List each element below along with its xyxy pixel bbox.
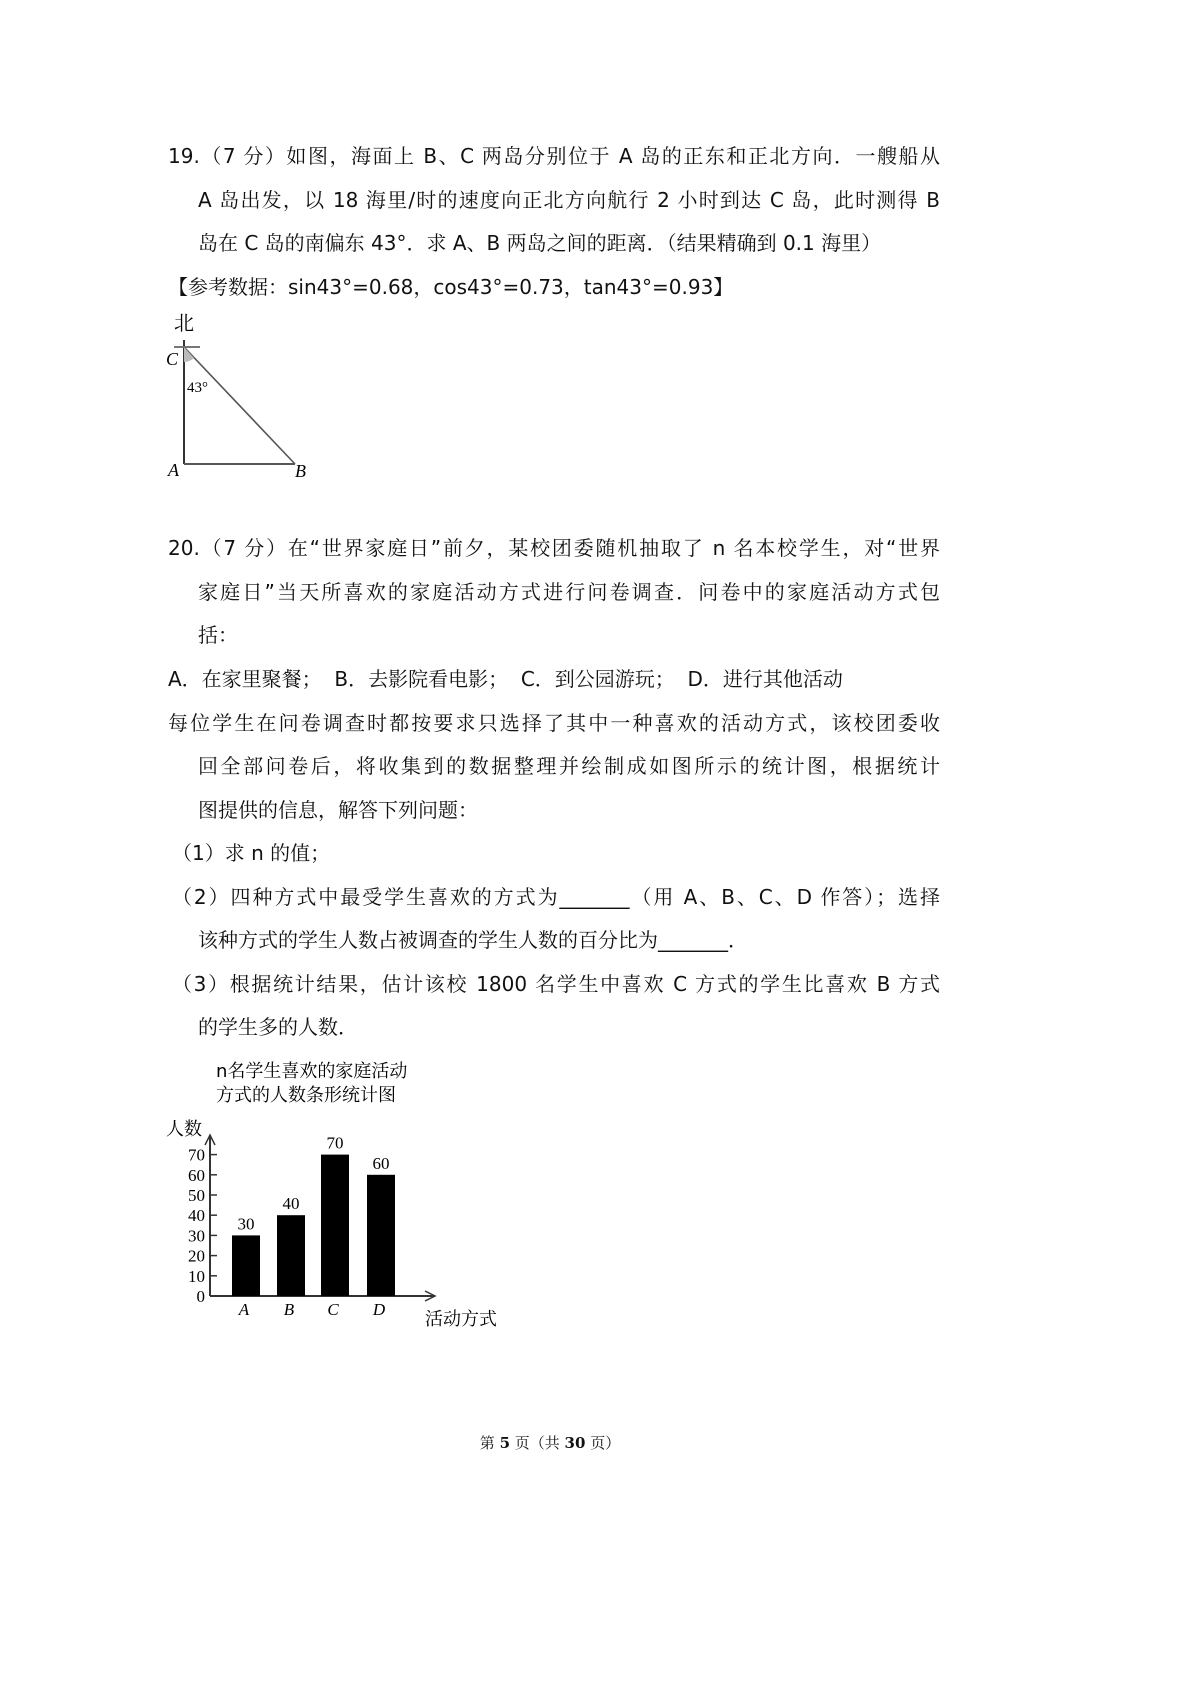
y-tick-label: 20 bbox=[188, 1246, 205, 1266]
q19-line-1: 19.（7 分）如图，海面上 B、C 两岛分别位于 A 岛的正东和正北方向．一艘船从 bbox=[168, 144, 940, 168]
bar-value-label: 40 bbox=[282, 1194, 300, 1214]
x-tick-label: D bbox=[372, 1300, 386, 1319]
q20-sub-1: （1）求 n 的值； bbox=[172, 841, 331, 865]
y-axis-label: 人数 bbox=[166, 1119, 202, 1140]
q20-line-3: 括： bbox=[198, 623, 238, 647]
y-tick-label: 10 bbox=[188, 1266, 205, 1286]
q20-line-7: 图提供的信息，解答下列问题： bbox=[198, 798, 478, 822]
footer-mid: 页（共 bbox=[510, 1434, 565, 1452]
label-c: C bbox=[166, 349, 179, 369]
q20-options: A．在家里聚餐； B．去影院看电影； C．到公园游玩； D．进行其他活动 bbox=[168, 667, 843, 691]
chart-title-line-2: 方式的人数条形统计图 bbox=[216, 1085, 396, 1106]
chart-title-line-1: n名学生喜欢的家庭活动 bbox=[216, 1061, 408, 1082]
q19-line-3: 岛在 C 岛的南偏东 43°．求 A、B 两岛之间的距离．（结果精确到 0.1 海里） bbox=[198, 231, 882, 255]
y-tick-label: 60 bbox=[188, 1165, 205, 1185]
q20-sub-2-cont: 该种方式的学生人数占被调查的学生人数的百分比为_______． bbox=[198, 928, 748, 952]
bar-B bbox=[277, 1215, 305, 1296]
angle-label: 43° bbox=[187, 380, 208, 396]
x-tick-label: B bbox=[283, 1300, 295, 1319]
x-axis-label: 活动方式 bbox=[425, 1309, 497, 1330]
bar-value-label: 30 bbox=[237, 1214, 255, 1234]
footer-pre: 第 bbox=[479, 1434, 500, 1452]
q20-line-6: 回全部问卷后，将收集到的数据整理并绘制成如图所示的统计图，根据统计 bbox=[198, 754, 940, 778]
footer-page-number: 5 bbox=[499, 1434, 510, 1452]
bar-D bbox=[367, 1175, 395, 1296]
north-label: 北 bbox=[174, 313, 194, 335]
y-tick-label: 0 bbox=[196, 1287, 205, 1306]
page-footer bbox=[0, 1432, 1100, 1453]
triangle-figure bbox=[160, 310, 320, 490]
q20-line-5: 每位学生在问卷调查时都按要求只选择了其中一种喜欢的活动方式，该校团委收 bbox=[168, 711, 940, 735]
q20-sub-2: （2）四种方式中最受学生喜欢的方式为_______（用 A、B、C、D 作答）；选择 bbox=[172, 885, 940, 909]
label-a: A bbox=[168, 460, 179, 480]
q20-line-1: 20.（7 分）在“世界家庭日”前夕，某校团委随机抽取了 n 名本校学生，对“世界 bbox=[168, 536, 940, 560]
y-tick-label: 70 bbox=[188, 1145, 205, 1165]
q20-sub-3-cont: 的学生多的人数． bbox=[198, 1015, 358, 1039]
q20-line-2: 家庭日”当天所喜欢的家庭活动方式进行问卷调查．问卷中的家庭活动方式包 bbox=[198, 580, 940, 604]
bar-value-label: 60 bbox=[372, 1153, 390, 1173]
bar-value-label: 70 bbox=[326, 1133, 344, 1153]
y-tick-label: 30 bbox=[188, 1226, 205, 1246]
x-tick-label: A bbox=[238, 1300, 250, 1319]
x-tick-label: C bbox=[327, 1300, 339, 1319]
bar-A bbox=[232, 1235, 260, 1296]
q19-line-2: A 岛出发，以 18 海里/时的速度向正北方向航行 2 小时到达 C 岛，此时测得 B bbox=[198, 188, 940, 212]
y-tick-label: 50 bbox=[188, 1186, 205, 1205]
bar-C bbox=[321, 1155, 349, 1296]
footer-total-pages: 30 bbox=[564, 1434, 586, 1452]
q19-ref-data: 【参考数据：sin43°=0.68，cos43°=0.73，tan43°=0.93】 bbox=[168, 275, 734, 299]
y-tick-label: 40 bbox=[188, 1206, 205, 1226]
footer-post: 页） bbox=[585, 1434, 621, 1452]
label-b: B bbox=[295, 461, 306, 481]
bar-chart bbox=[160, 1055, 520, 1345]
q20-sub-3: （3）根据统计结果，估计该校 1800 名学生中喜欢 C 方式的学生比喜欢 B 方式 bbox=[172, 972, 940, 996]
